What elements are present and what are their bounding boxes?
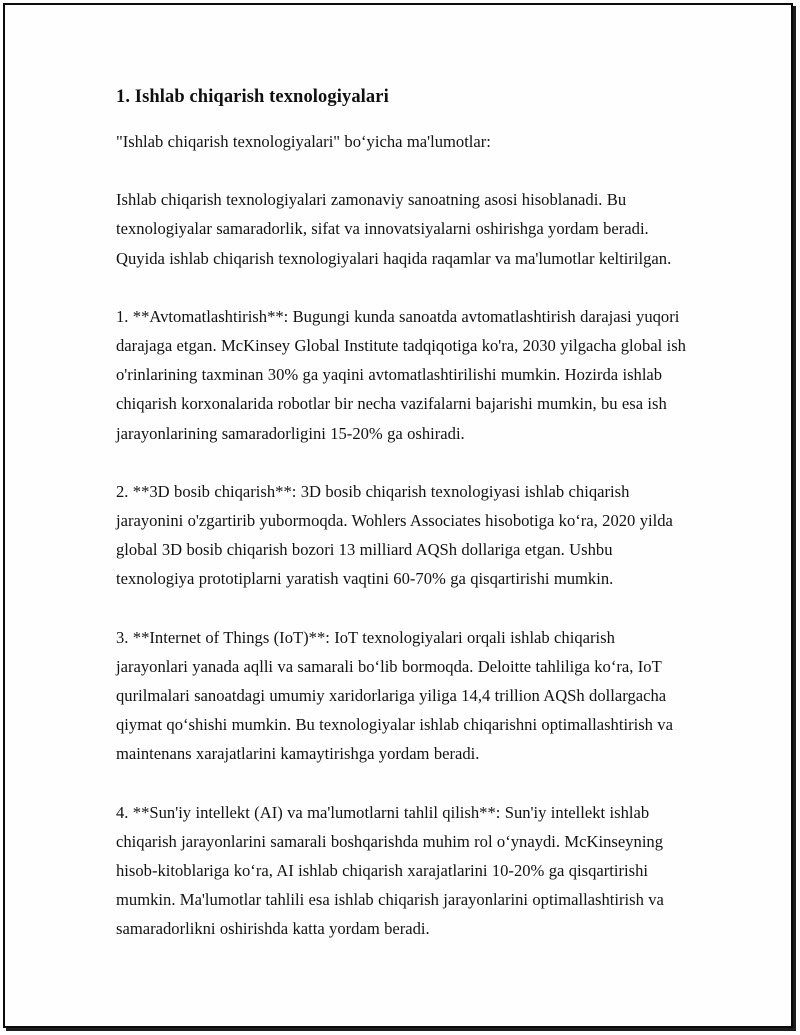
document-intro-paragraph: Ishlab chiqarish texnologiyalari zamonaviy sanoatning asosi hisoblanadi. Bu texnologiyalar samaradorlik, sifat va innovatsiyalarni oshirishga yordam beradi. Quyida ishlab chiqarish texnologiyalari haqida raqamlar va ma'lumotlar keltirilgan. <box>116 190 672 268</box>
section-paragraph-4: 4. **Sun'iy intellekt (AI) va ma'lumotlarni tahlil qilish**: Sun'iy intellekt ishlab chiqarish jarayonlarini samarali boshqarishda muhim rol o‘ynaydi. McKinseyning hisob-kitoblariga ko‘ra, AI ishlab chiqarish xarajatlarini 10-20% ga qisqartirishi mumkin. Ma'lumotlar tahlili esa ishlab chiqarish jarayonlarini optimallashtirish va samaradorlikni oshirishda katta yordam beradi. <box>116 802 664 939</box>
document-page <box>5 5 791 1026</box>
section-paragraph-1: 1. **Avtomatlashtirish**: Bugungi kunda sanoatda avtomatlashtirish darajasi yuqori darajaga etgan. McKinsey Global Institute tadqiqotiga ko'ra, 2030 yilgacha global ish o'rinlarining taxminan 30% ga yaqini avtomatlashtirilishi mumkin. Hozirda ishlab chiqarish korxonalarida robotlar bir necha vazifalarni bajarishi mumkin, bu esa ish jarayonlarining samaradorligini 15-20% ga oshiradi. <box>116 306 686 443</box>
page-frame <box>3 3 793 1028</box>
section-paragraph-2: 2. **3D bosib chiqarish**: 3D bosib chiqarish texnologiyasi ishlab chiqarish jarayonini o'zgartirib yubormoqda. Wohlers Associates hisobotiga ko‘ra, 2020 yilda global 3D bosib chiqarish bozori 13 milliard AQSh dollariga etgan. Ushbu texnologiya prototiplarni yaratish vaqtini 60-70% ga qisqartirishi mumkin. <box>116 481 673 589</box>
section-paragraph-3: 3. **Internet of Things (IoT)**: IoT texnologiyalari orqali ishlab chiqarish jarayonlari yanada aqlli va samarali bo‘lib bormoqda. Deloitte tahliliga ko‘ra, IoT qurilmalari sanoatdagi umumiy xaridorlariga yiliga 14,4 trillion AQSh dollargacha qiymat qo‘shishi mumkin. Bu texnologiyalar ishlab chiqarishni optimallashtirish va maintenans xarajatlarini kamaytirishga yordam beradi. <box>116 627 673 764</box>
document-body <box>116 83 686 944</box>
document-subtitle: "Ishlab chiqarish texnologiyalari" bo‘yicha ma'lumotlar: <box>116 132 491 151</box>
page-title: 1. Ishlab chiqarish texnologiyalari <box>116 87 389 107</box>
